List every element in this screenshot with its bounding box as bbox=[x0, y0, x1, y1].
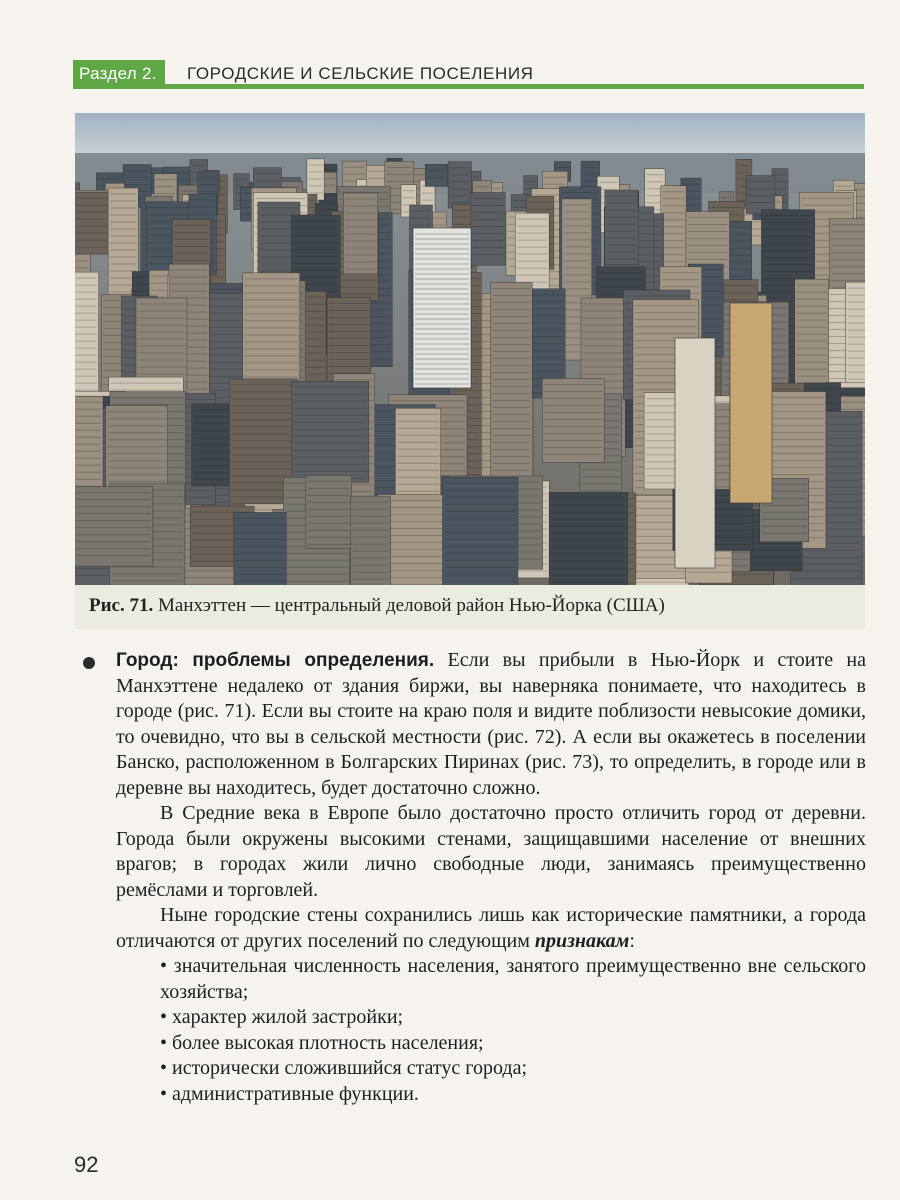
list-item: • значительная численность населения, занятого преимущественно вне сельского хозяйства; bbox=[160, 955, 866, 1003]
section-title: ГОРОДСКИЕ И СЕЛЬСКИЕ ПОСЕЛЕНИЯ bbox=[187, 64, 534, 83]
figure-caption-text: Манхэттен — центральный деловой район Нью-Йорка (США) bbox=[158, 595, 665, 616]
list-item: • исторически сложившийся статус города; bbox=[160, 1057, 528, 1079]
manhattan-photo bbox=[75, 113, 865, 585]
paragraph-3-end: : bbox=[629, 929, 635, 952]
figure-caption-box bbox=[75, 585, 865, 629]
list-item: • характер жилой застройки; bbox=[160, 1006, 404, 1028]
emphasis-term: признакам bbox=[534, 929, 630, 952]
list-item: • более высокая плотность населения; bbox=[160, 1031, 484, 1054]
section-header bbox=[73, 60, 864, 90]
paragraph-bullet-icon bbox=[83, 657, 95, 669]
page-number: 92 bbox=[74, 1152, 99, 1177]
paragraph-1-text: Если вы прибыли в Нью-Йорк и стоите на Манхэттене недалеко от здания биржи, вы наверняка понимаете, что находитесь в городе (рис. 71). Если вы стоите на краю поля и видите поблизости невысокие домики, то очевидно, что вы в сельской местности (рис. 72). А если вы окажетесь в поселении Банско, расположенном в Болгарских Пиринах (рис. 73), то определить, в городе или в деревне вы находитесь, будет достаточно сложно. bbox=[116, 649, 867, 799]
figure-number: Рис. 71. bbox=[89, 595, 154, 616]
paragraph-3-start: Ныне городские стены сохранились лишь как исторические памятники, а города отличаются от других поселений по следующим bbox=[116, 904, 866, 952]
list-item: • административные функции. bbox=[160, 1082, 419, 1105]
figure-caption bbox=[89, 595, 665, 617]
body-text bbox=[116, 648, 866, 1107]
section-label: Раздел 2. bbox=[73, 60, 165, 88]
paragraph-3 bbox=[116, 903, 866, 954]
paragraph-2: В Средние века в Европе было достаточно просто отличить город от деревни. Города были окружены высокими стенами, защищавшими население от внешних врагов; в городах жили лично свободные люди, занимаясь преимущественно ремёслами и торговлей. bbox=[116, 802, 866, 901]
criteria-list bbox=[116, 954, 866, 1107]
lead-heading: Город: проблемы определения. bbox=[116, 650, 435, 671]
paragraph-1 bbox=[116, 648, 866, 801]
